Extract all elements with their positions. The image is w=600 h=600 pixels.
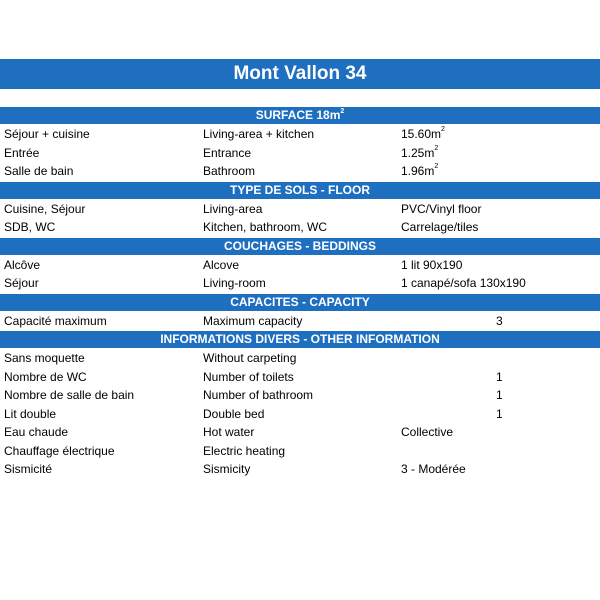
label-fr: Entrée [4,145,40,160]
table-row [0,200,600,219]
label-fr: Sismicité [4,462,53,476]
label-fr: Cuisine, Séjour [4,201,86,216]
count-value: 1 [496,388,503,402]
value: 1 lit 90x190 [401,257,463,272]
value: 3 - Modérée [401,462,466,476]
label-en: Entrance [203,145,252,160]
label-fr: SDB, WC [4,220,56,234]
label-en: Living-area + kitchen [203,127,315,141]
table-row [0,274,600,293]
label-fr: Eau chaude [4,425,69,439]
label-en: Number of toilets [203,369,294,384]
table-row [0,144,600,163]
label-fr: Capacité maximum [4,313,107,328]
table-row [0,405,600,424]
section-header-surface: SURFACE $18m^2$ [0,106,600,125]
label-en: Without carpeting [203,351,297,365]
label-fr: Salle de bain [4,164,74,178]
table-row [0,368,600,387]
table-row [0,423,600,442]
value: $1.25m^2$ [401,144,439,160]
label-en: Electric heating [203,443,286,458]
table-row [0,442,600,461]
table-row [0,460,600,479]
label-fr: Chauffage électrique [4,443,115,458]
label-en: Number of bathroom [203,388,314,402]
label-en: Living-room [203,276,266,290]
label-en: Kitchen, bathroom, WC [203,220,328,234]
table-row [0,162,600,181]
value: Collective [401,425,454,439]
count-value: 3 [496,313,503,328]
section-header-beddings: COUCHAGES - BEDDINGS [0,237,600,256]
count-value: 1 [496,406,503,421]
value: $15.60m^2$ [401,126,445,141]
value: 1 canapé/sofa 130x190 [401,276,526,290]
label-en: Sismicity [203,462,251,476]
label-fr: Séjour [4,276,39,290]
table-row [0,312,600,331]
label-en: Living-area [203,201,263,216]
label-en: Maximum capacity [203,313,303,328]
label-fr: Sans moquette [4,351,85,365]
section-header-floor: TYPE DE SOLS - FLOOR [0,181,600,200]
label-en: Double bed [203,406,265,421]
section-header-other-information: INFORMATIONS DIVERS - OTHER INFORMATION [0,330,600,349]
property-sheet [0,58,600,479]
value: PVC/Vinyl floor [401,201,482,216]
table-row [0,218,600,237]
label-fr: Nombre de salle de bain [4,388,135,402]
count-value: 1 [496,369,503,384]
table-row [0,349,600,368]
label-fr: Lit double [4,406,57,421]
label-en: Hot water [203,425,255,439]
value: $1.96m^2$ [401,163,439,178]
label-fr: Alcôve [4,257,41,272]
label-en: Bathroom [203,164,256,178]
table-row [0,386,600,405]
spacer [0,90,600,106]
section-header-capacity: CAPACITES - CAPACITY [0,293,600,312]
label-fr: Nombre de WC [4,369,87,384]
label-fr: Séjour + cuisine [4,127,90,141]
label-en: Alcove [203,257,240,272]
table-row [0,125,600,144]
page-title: Mont Vallon 34 [0,58,600,90]
value: Carrelage/tiles [401,220,479,234]
table-row [0,256,600,275]
